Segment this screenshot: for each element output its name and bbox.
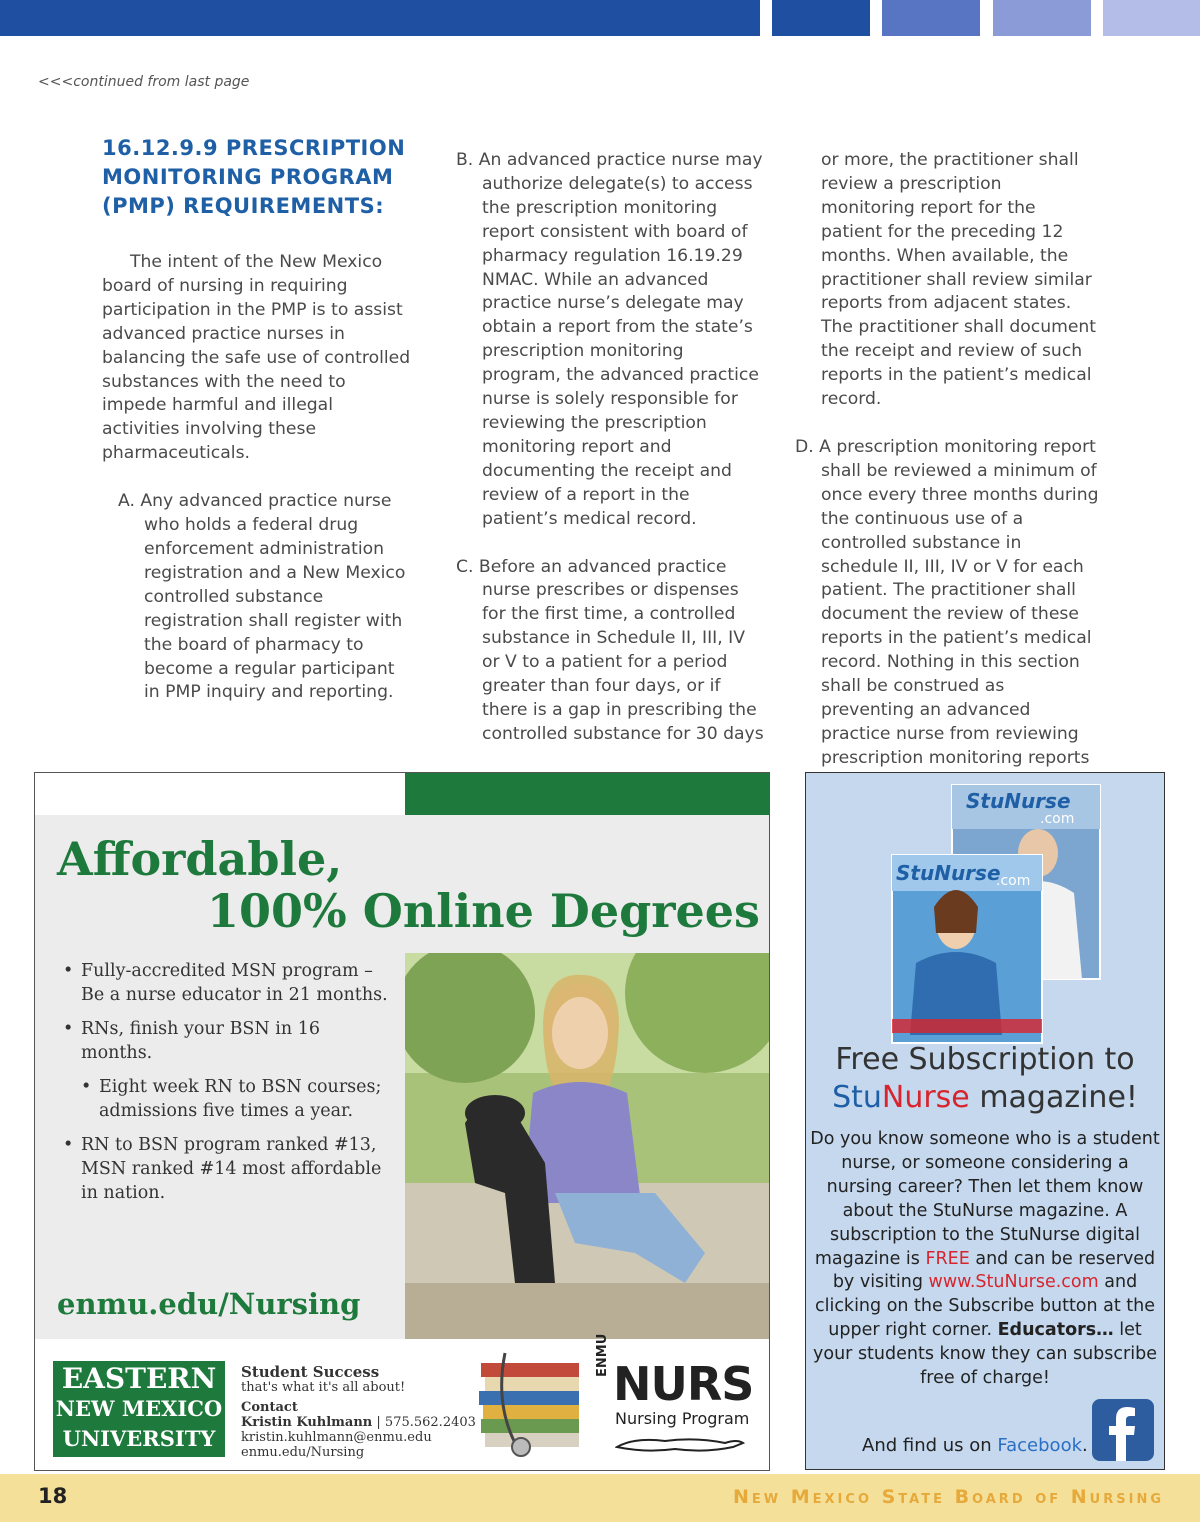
stunurse-site-link[interactable]: www.StuNurse.com bbox=[928, 1272, 1099, 1293]
greyhound-icon bbox=[615, 1433, 745, 1455]
header-bar-segment bbox=[0, 0, 760, 36]
facebook-icon[interactable] bbox=[1092, 1399, 1154, 1461]
enmu-logo: EASTERN NEW MEXICO UNIVERSITY bbox=[53, 1361, 225, 1457]
ad-headline-1: Affordable, bbox=[57, 832, 343, 886]
ad-contact-name: Kristin Kuhlmann bbox=[241, 1415, 373, 1430]
header-bar-segment bbox=[1103, 0, 1200, 36]
article-item-d: D. A prescription monitoring report shall be reviewed a minimum of once every three months during the continuous use of a controlled substance in schedule II, III, IV or V for each patient. The practitioner shall document the review of these reports in the patient’s medical record. Nothing in this section shall be construed as preventing an advanced practice nurse from reviewing prescription monitoring reports bbox=[795, 436, 1099, 768]
ad-contact-phone: 575.562.2403 bbox=[384, 1415, 476, 1430]
publication-title: New Mexico State Board of Nursing bbox=[733, 1486, 1164, 1508]
article-heading: 16.12.9.9 PRESCRIPTION MONITORING PROGRAM (PMP) REQUIREMENTS: bbox=[102, 136, 406, 218]
ad-url-link[interactable]: enmu.edu/Nursing bbox=[57, 1287, 361, 1321]
ad-tagline-bold: Student Success bbox=[241, 1363, 380, 1381]
cover-com-front: .com bbox=[996, 873, 1031, 889]
article-column-3 bbox=[795, 149, 1100, 795]
ad-green-bar bbox=[405, 773, 769, 815]
article-intro: The intent of the New Mexico board of nursing in requiring participation in the PMP is to assist advanced practice nurses in balancing the safe use of controlled substances with the need to impede harmful and illegal activities involving these pharmaceuticals. bbox=[102, 252, 411, 464]
header-color-bar bbox=[0, 0, 1200, 36]
article-item-b: B. An advanced practice nurse may authorize delegate(s) to access the prescription monitoring report consistent with board of pharmacy regulation 16.19.29 NMAC. While an advanced practice nurse’s delegate may obtain a report from the state’s prescription monitoring program, the advanced practice nurse is solely responsible for reviewing the prescription monitoring report and documenting the receipt and review of a report in the patient’s medical record. bbox=[456, 150, 763, 529]
enmu-advertisement[interactable] bbox=[34, 772, 770, 1471]
facebook-line: And find us on Facebook. bbox=[862, 1435, 1088, 1456]
ad-contact-label: Contact bbox=[241, 1400, 298, 1415]
facebook-link[interactable]: Facebook bbox=[997, 1435, 1082, 1456]
ad-bullet: • RNs, finish your BSN in 16 months. bbox=[63, 1019, 320, 1063]
header-bar-segment bbox=[882, 0, 980, 36]
subscription-title-brand: StuNurse magazine! bbox=[832, 1080, 1138, 1115]
ad-tagline: that's what it's all about! bbox=[241, 1380, 406, 1395]
stunurse-advertisement[interactable] bbox=[805, 772, 1165, 1470]
ad-footer bbox=[35, 1333, 769, 1470]
ad-bullet: • Fully-accredited MSN program – Be a nurse educator in 21 months. bbox=[63, 961, 388, 1005]
enmu-nursing-logo: ENMU NURS Nursing Program bbox=[595, 1359, 755, 1459]
subscription-body: Do you know someone who is a student nurse, or someone considering a nursing career? Then let them know about the StuNurse magazine. A subscription to the StuNurse digital magazine is FREE and can be reserved by visiting www.StuNurse.com and clicking on the Subscribe button at the upper right corner. Educators… let your students know they can subscribe free of charge! bbox=[810, 1129, 1160, 1389]
cover-brand-back: StuNurse bbox=[966, 789, 1071, 813]
cover-brand-front: StuNurse bbox=[896, 861, 1001, 885]
ad-bullet: • RN to BSN program ranked #13, MSN ranked #14 most affordable in nation. bbox=[63, 1135, 382, 1203]
subscription-title: Free Subscription to bbox=[835, 1042, 1135, 1077]
ad-contact-block: Student Success that's what it's all about! Contact Kristin Kuhlmann | 575.562.2403 kristin.kuhlmann@enmu.edu enmu.edu/Nursing bbox=[241, 1363, 476, 1460]
student-photo bbox=[405, 953, 769, 1339]
article-column-2 bbox=[456, 149, 766, 771]
header-bar-segment bbox=[993, 0, 1091, 36]
article-item-c-continued: or more, the practitioner shall review a prescription monitoring report for the patient for the preceding 12 months. When available, the practitioner shall review similar reports from adjacent states. The practitioner shall document the receipt and review of such reports in the patient’s medical record. bbox=[821, 150, 1097, 410]
article-item-a: A. Any advanced practice nurse who holds a federal drug enforcement administration registration and a New Mexico controlled substance registration shall register with the board of pharmacy to become a regular participant in PMP inquiry and reporting. bbox=[118, 491, 406, 703]
books-stethoscope-icon bbox=[475, 1343, 585, 1467]
ad-contact-url[interactable]: enmu.edu/Nursing bbox=[241, 1445, 365, 1460]
ad-contact-email[interactable]: kristin.kuhlmann@enmu.edu bbox=[241, 1430, 432, 1445]
magazine-covers-image bbox=[806, 773, 1164, 1048]
article-column-1 bbox=[102, 134, 412, 729]
header-bar-segment bbox=[772, 0, 870, 36]
article-item-c: C. Before an advanced practice nurse prescribes or dispenses for the first time, a controlled substance in Schedule II, III, IV or V to a patient for a period greater than four days, or if there is a gap in prescribing the controlled substance for 30 days bbox=[456, 556, 764, 744]
ad-bullet-list bbox=[61, 959, 391, 1215]
continued-note: <<<continued from last page bbox=[38, 74, 250, 90]
ad-bullet: • Eight week RN to BSN courses; admissions five times a year. bbox=[81, 1077, 382, 1121]
page-number: 18 bbox=[38, 1484, 68, 1508]
cover-com-back: .com bbox=[1040, 811, 1075, 827]
ad-headline-2: 100% Online Degrees bbox=[207, 884, 760, 938]
